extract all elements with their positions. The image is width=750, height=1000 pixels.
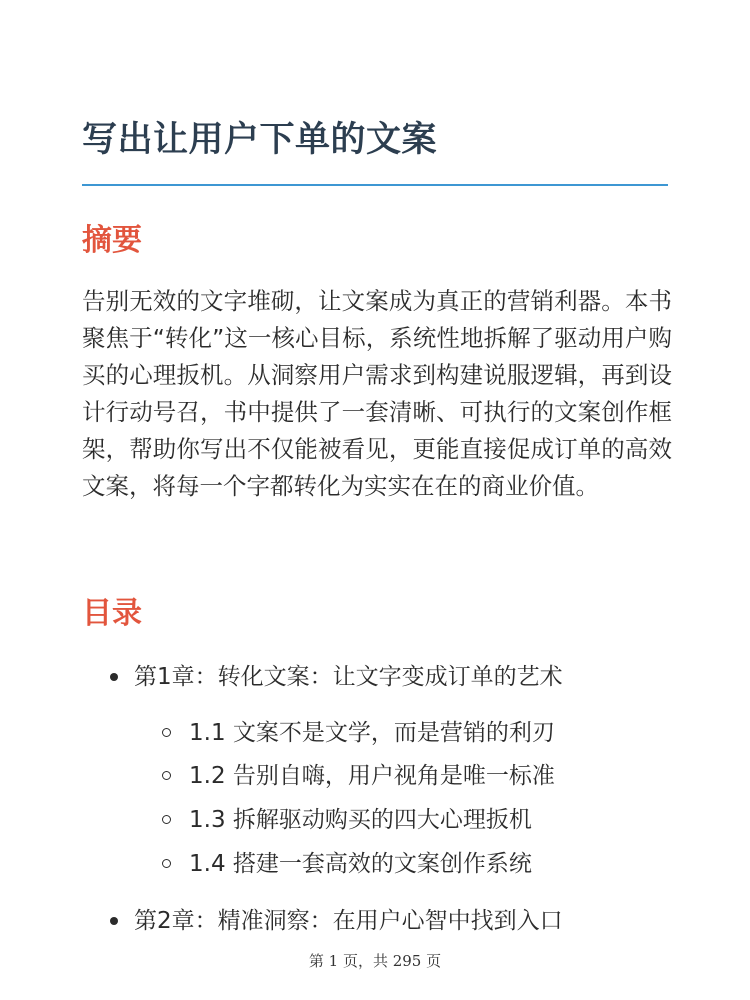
section-bullet-icon (162, 859, 171, 868)
toc-section-1-1: 1.1 文案不是文学，而是营销的利刃 (189, 720, 555, 746)
toc-chapter-1: 第1章：转化文案：让文字变成订单的艺术 (134, 664, 563, 690)
section-bullet-icon (162, 728, 171, 737)
section-bullet-icon (162, 771, 171, 780)
toc-heading: 目录 (82, 596, 142, 631)
toc-section-1-4: 1.4 搭建一套高效的文案创作系统 (189, 851, 532, 877)
toc-chapter-2: 第2章：精准洞察：在用户心智中找到入口 (134, 908, 563, 934)
page-indicator: 第 1 页，共 295 页 (308, 952, 442, 970)
toc-section-1-2: 1.2 告别自嗨，用户视角是唯一标准 (189, 763, 555, 789)
document-title: 写出让用户下单的文案 (82, 120, 438, 160)
title-divider (82, 184, 668, 186)
chapter-bullet-icon (110, 673, 118, 681)
toc-section-1-3: 1.3 拆解驱动购买的四大心理扳机 (189, 807, 532, 833)
section-bullet-icon (162, 815, 171, 824)
abstract-paragraph: 告别无效的文字堆砌，让文案成为真正的营销利器。本书聚焦于“转化”这一核心目标，系统性地拆解了驱动用户购买的心理扳机。从洞察用户需求到构建说服逻辑，再到设计行动号召，书中提供了一套清晰、可执行的文案创作框架，帮助你写出不仅能被看见，更能直接促成订单的高效文案，将每一个字都转化为实实在在的商业价值。 (82, 287, 672, 500)
abstract-heading: 摘要 (82, 223, 142, 258)
chapter-bullet-icon (110, 917, 118, 925)
